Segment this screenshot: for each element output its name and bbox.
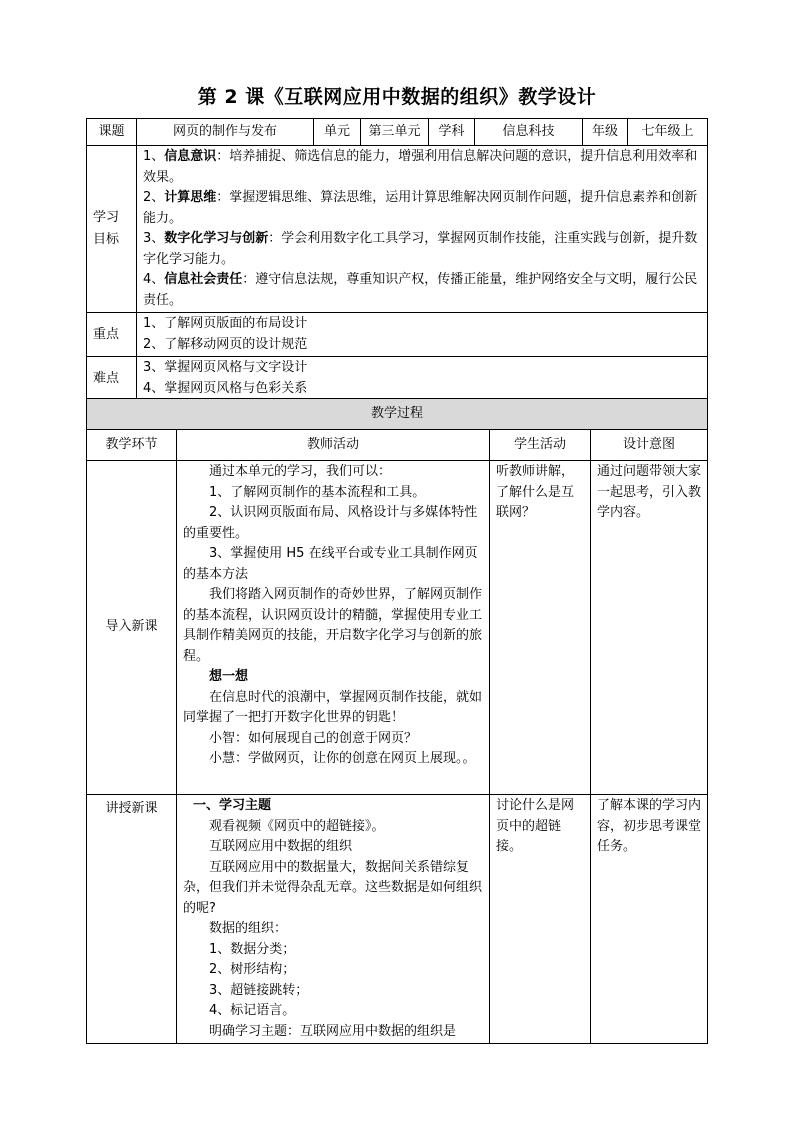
student-activity-intro: 听教师讲解，了解什么是互联网？ — [490, 461, 591, 795]
teacher-line: 通过本单元的学习，我们可以： — [209, 464, 392, 479]
goals-label-line2: 目标 — [93, 232, 120, 247]
grade-value: 七年级上 — [628, 119, 708, 146]
topic-label: 课题 — [87, 119, 137, 146]
teacher-line: 互联网应用中的数据量大，数据间关系错综复杂，但我们并未觉得杂乱无章。这些数据是如何组织的呢? — [183, 859, 483, 916]
teacher-line: 2、认识网页版面布局、风格设计与多媒体特性的重要性。 — [183, 505, 478, 541]
process-title: 教学过程 — [87, 399, 708, 430]
teacher-line: 明确学习主题：互联网应用中数据的组织是 — [209, 1023, 457, 1039]
subject-label: 学科 — [429, 119, 475, 146]
teacher-activity-intro — [177, 461, 490, 795]
key-point-item: 2、了解移动网页的设计规范 — [143, 336, 308, 352]
teacher-line: 4、标记语言。 — [209, 1003, 296, 1018]
teacher-line: 3、掌握使用 H5 在线平台或专业工具制作网页的基本方法 — [183, 546, 478, 582]
stage-intro: 导入新课 — [87, 461, 177, 795]
grade-label: 年级 — [583, 119, 628, 146]
process-table — [86, 398, 708, 1044]
teacher-line: 观看视频《网页中的超链接》。 — [209, 818, 385, 834]
teacher-activity-new — [177, 795, 490, 1044]
teacher-line: 1、了解网页制作的基本流程和工具。 — [209, 484, 426, 500]
teacher-line: 想一想 — [209, 669, 249, 684]
key-points-content — [137, 313, 708, 357]
teacher-line: 小慧：学做网页，让你的创意在网页上展现。。 — [209, 751, 476, 766]
difficult-point-item: 3、掌握网页风格与文字设计 — [143, 360, 308, 375]
header-teacher: 教师活动 — [177, 430, 490, 461]
subject-value: 信息科技 — [475, 119, 583, 146]
info-table — [86, 118, 708, 401]
teacher-line: 我们将踏入网页制作的奇妙世界，了解网页制作的基本流程，认识网页设计的精髓，掌握使用专业工具制作精美网页的技能，开启数字化学习与创新的旅程。 — [183, 587, 483, 664]
teacher-line: 数据的组织： — [209, 921, 288, 936]
stage-new-lesson: 讲授新课 — [87, 795, 177, 1044]
goal-item: 4、信息社会责任：遵守信息法规，尊重知识产权，传播正能量，维护网络安全与文明，履行公民责任。 — [143, 272, 698, 308]
student-activity-new: 讨论什么是网页中的超链接。 — [490, 795, 591, 1044]
unit-label: 单元 — [314, 119, 361, 146]
header-student: 学生活动 — [490, 430, 591, 461]
key-point-item: 1、了解网页版面的布局设计 — [143, 316, 308, 331]
difficult-points-content — [137, 357, 708, 401]
teacher-line: 1、数据分类； — [209, 941, 296, 957]
header-stage: 教学环节 — [87, 430, 177, 461]
goal-item: 1、信息意识：培养捕捉、筛选信息的能力，增强利用信息解决问题的意识，提升信息利用效率和效果。 — [143, 149, 698, 185]
goal-item: 2、计算思维：掌握逻辑思维、算法思维，运用计算思维解决网页制作问题，提升信息素养和创新能力。 — [143, 190, 698, 226]
page-title: 第 2 课《互联网应用中数据的组织》教学设计 — [197, 86, 597, 108]
teacher-line: 在信息时代的浪潮中，掌握网页制作技能，就如同掌握了一把打开数字化世界的钥匙！ — [183, 689, 483, 725]
difficult-point-item: 4、掌握网页风格与色彩关系 — [143, 380, 308, 396]
goals-label-line1: 学习 — [93, 210, 120, 225]
goal-item: 3、数字化学习与创新：学会利用数字化工具学习，掌握网页制作技能，注重实践与创新，提升数字化学习能力。 — [143, 231, 698, 267]
goals-content — [137, 146, 708, 313]
teacher-line: 互联网应用中数据的组织 — [209, 839, 353, 854]
teacher-line: 小智：如何展现自己的创意于网页？ — [209, 730, 418, 746]
goals-label — [87, 146, 137, 313]
teacher-line: 2、树形结构； — [209, 962, 296, 977]
teacher-line: 3、超链接跳转； — [209, 982, 309, 998]
topic-value: 网页的制作与发布 — [137, 119, 314, 146]
key-points-label: 重点 — [87, 313, 137, 357]
design-intent-new: 了解本课的学习内容，初步思考课堂任务。 — [591, 795, 708, 1044]
design-intent-intro: 通过问题带领大家一起思考，引入教学内容。 — [591, 461, 708, 795]
teacher-line: 一、学习主题 — [193, 798, 272, 813]
header-intent: 设计意图 — [591, 430, 708, 461]
difficult-points-label: 难点 — [87, 357, 137, 401]
unit-value: 第三单元 — [361, 119, 429, 146]
